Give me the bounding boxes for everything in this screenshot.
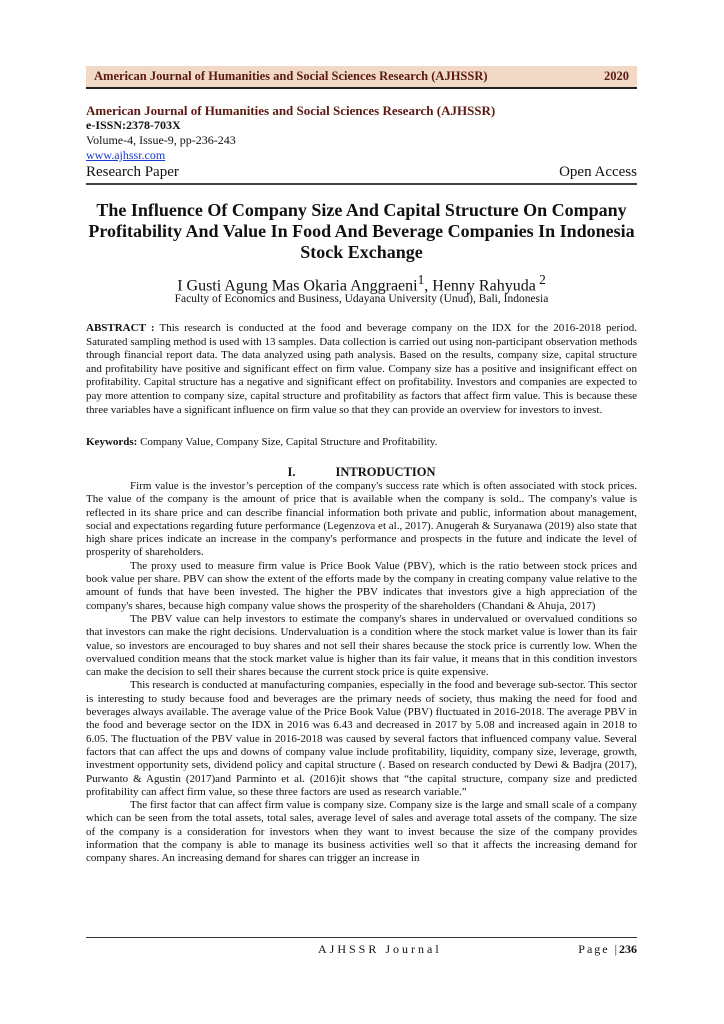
paragraph: The PBV value can help investors to estimate the company's shares in undervalued or overvalued conditions so that investors can make the right decisions. Undervaluation is a condition where the stock market value is lower than its fair value, so investors are encouraged to buy shares and not sell their shares because the stock price is currently low. When the overvalued condition means that the stock market value is higher than its fair value, it means that in this condition investors can make the decision to sell their shares because the current stock price is quite expensive. <box>86 612 637 679</box>
author-list <box>86 272 637 295</box>
keywords-label: Keywords: <box>86 436 138 448</box>
abstract <box>86 322 637 417</box>
footer-journal: AJHSSR Journal <box>318 942 442 956</box>
page-number: 236 <box>619 942 637 956</box>
author-1: I Gusti Agung Mas Okaria Anggraeni <box>177 277 418 295</box>
page-label: Page | <box>578 942 619 956</box>
paper-type-bar <box>86 163 637 185</box>
header-year: 2020 <box>604 69 629 83</box>
section-number: I. <box>287 465 296 479</box>
author-separator: , <box>424 277 433 295</box>
footer-page <box>578 942 637 957</box>
abstract-text: This research is conducted at the food and beverage company on the IDX for the 2016-2018 period. Saturated sampling method is used with 13 samples. Data collection is carried out using non-participant observation methods through financial report data. The data analyzed using path analysis. Based on the results, company size, capital structure and profitability have positive and significant effect on firm value. Company size has a positive and insignificant effect on profitability. Capital structure has a negative and significant effect on profitability. Investors and companies are expected to pay more attention to company size, capital structure and profitability as factors that affect firm value. This is because these three variables have a significant influence on firm value so that they can provide an overview for investors to invest. <box>86 322 637 416</box>
access-type: Open Access <box>559 164 637 180</box>
author-2: Henny Rahyuda <box>432 277 536 295</box>
journal-url-link[interactable]: www.ajhssr.com <box>86 148 166 162</box>
header-journal-name: American Journal of Humanities and Social Sciences Research (AJHSSR) <box>94 69 488 83</box>
paragraph: This research is conducted at manufacturing companies, especially in the food and beverage sub-sector. This sector is interesting to study because food and beverages are the primary needs of society, thus making the need for food and beverages always available. The average value of the Price Book Value (PBV) fluctuated in 2016-2018. The average PBV in the food and beverage sector on the IDX in 2016 was 6.43 and decreased in 2017 by 5.08 and increased again in 2018 to 6.05. The fluctuation of the PBV value in 2016-2018 was caused by several factors that influenced company value. Several factors that can affect the ups and downs of company value include profitability, liquidity, company size, leverage, growth, investment opportunity sets, dividend policy and capital structure (. Based on research conducted by Dewi & Badjra (2017), Purwanto & Agustin (2017)and Parminto et al. (2016)it shows that “the capital structure, company size and predicted profitability can affect firm value, so these three factors are used as research variable.” <box>86 679 637 798</box>
paper-title: The Influence Of Company Size And Capital Structure On Company Profitability And Value In Food And Beverage Companies In Indonesia Stock Exchange <box>88 200 635 262</box>
paragraph: The proxy used to measure firm value is Price Book Value (PBV), which is the ratio between stock prices and book value per share. PBV can show the extent of the efforts made by the company in creating company value relative to the amount of funds that have been invested. The higher the PBV indicates that investors give a high appreciation of the company's shares, because high company value shows the prosperity of the shareholders (Chandani & Ahuja, 2017) <box>86 559 637 612</box>
paragraph: The first factor that can affect firm value is company size. Company size is the large and small scale of a company which can be seen from the total assets, total sales, average level of sales and average total assets of the company. The size of the company is a consideration for investors when they want to invest because the size of the company provides information that the company is able to manage its business activities well so that it affects the increasing demand for company shares. An increasing demand for shares can trigger an increase in <box>86 799 637 865</box>
page-footer <box>86 937 637 958</box>
abstract-label: ABSTRACT : <box>86 322 155 334</box>
masthead-volume: Volume-4, Issue-9, pp-236-243 <box>86 133 236 147</box>
masthead-issn: e-ISSN:2378-703X <box>86 118 181 132</box>
keywords <box>86 436 637 448</box>
author-1-affil-mark: 1 <box>417 272 425 287</box>
author-2-affil-mark: 2 <box>535 272 546 287</box>
section-title: INTRODUCTION <box>335 465 436 479</box>
masthead-journal-name: American Journal of Humanities and Social Sciences Research (AJHSSR) <box>86 103 496 118</box>
affiliation: Faculty of Economics and Business, Udayana University (Unud), Bali, Indonesia <box>174 293 549 305</box>
keywords-text: Company Value, Company Size, Capital Structure and Profitability. <box>137 436 438 448</box>
running-header <box>86 66 637 89</box>
paragraph: Firm value is the investor’s perception of the company's success rate which is often associated with stock prices. The value of the company is the amount of price that is available when the company is sold.. The company's value is reflected in its share price and can describe financial information both private and public, information about management, social and expectations regarding future performance (Legenzova et al., 2017). Anugerah & Suryanawa (2019) also state that high share prices indicate an increase in the company's performance and prospects in the future and indicate the level of prosperity of shareholders. <box>86 480 637 559</box>
paper-type: Research Paper <box>86 164 179 180</box>
body-text <box>86 480 637 866</box>
section-heading <box>86 465 637 480</box>
